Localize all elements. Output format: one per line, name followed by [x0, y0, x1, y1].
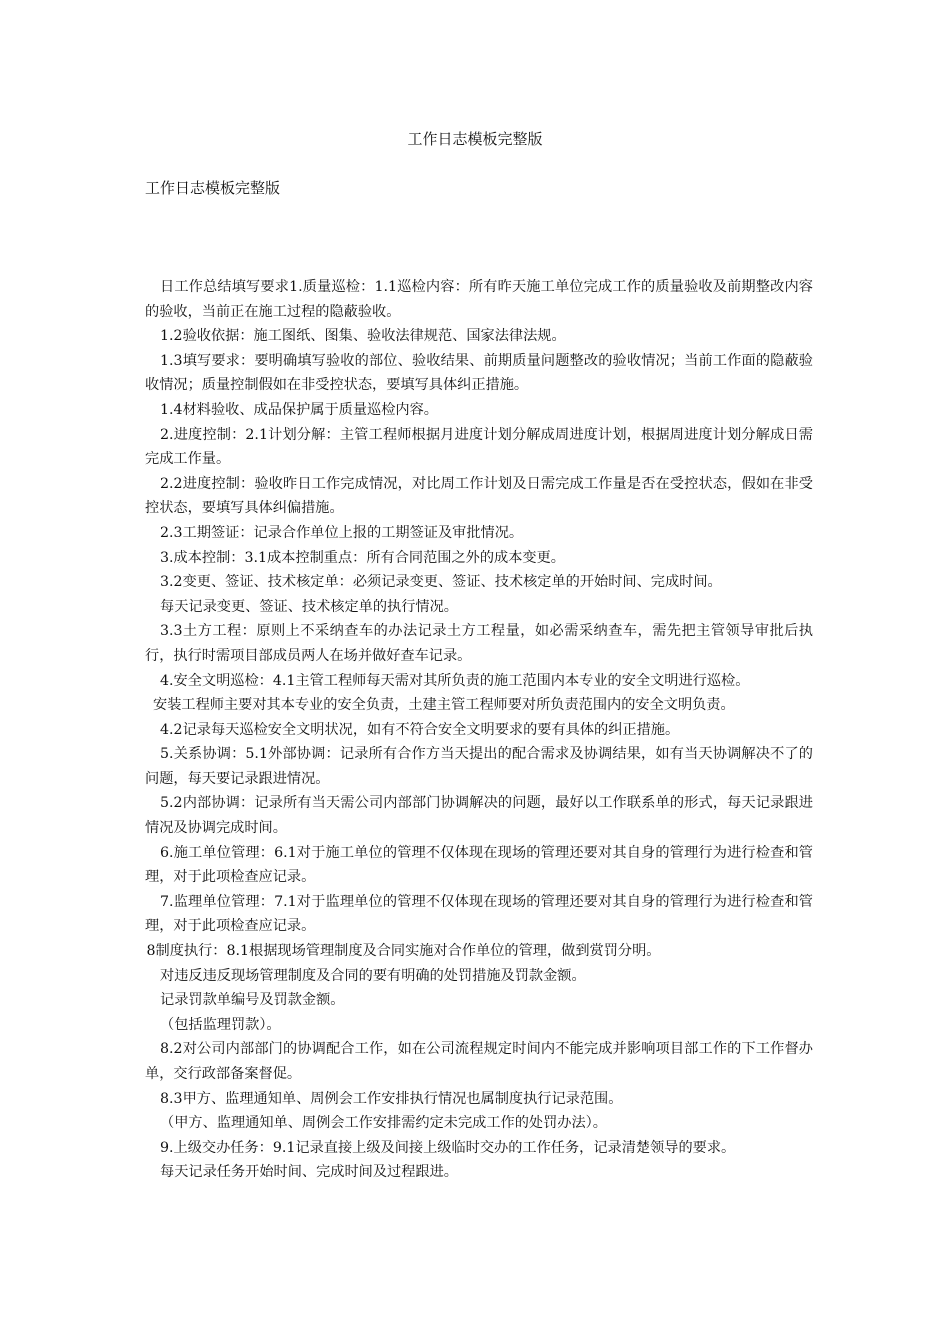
paragraph: 2.2进度控制：验收昨日工作完成情况，对比周工作计划及日需完成工作量是否在受控状态，假如在非受控状态，要填写具体纠偏措施。 — [145, 475, 813, 517]
paragraph: （甲方、监理通知单、周例会工作安排需约定未完成工作的处罚办法）。 — [160, 1115, 607, 1132]
paragraph: 5.关系协调：5.1外部协调：记录所有合作方当天提出的配合需求及协调结果，如有当天协调解决不了的问题，每天要记录跟进情况。 — [145, 746, 813, 787]
paragraph: 9.上级交办任务：9.1记录直接上级及间接上级临时交办的工作任务，记录清楚领导的要求。 — [160, 1139, 736, 1156]
paragraph: 8.3甲方、监理通知单、周例会工作安排执行情况也属制度执行记录范围。 — [160, 1090, 623, 1107]
paragraph: 每天记录变更、签证、技术核定单的执行情况。 — [160, 598, 458, 615]
paragraph: 5.2内部协调：记录所有当天需公司内部部门协调解决的问题，最好以工作联系单的形式，每天记录跟进情况及协调完成时间。 — [145, 795, 813, 837]
paragraph: 安装工程师主要对其本专业的安全负责，土建主管工程师要对所负责范围内的安全文明负责。 — [153, 697, 735, 714]
paragraph: 2.进度控制：2.1计划分解：主管工程师根据月进度计划分解成周进度计划，根据周进度计划分解成日需完成工作量。 — [145, 426, 813, 468]
document-title: 工作日志模板完整版 — [407, 130, 543, 148]
paragraph: 7.监理单位管理：7.1对于监理单位的管理不仅体现在现场的管理还要对其自身的管理行为进行检查和管理，对于此项检查应记录。 — [145, 893, 813, 935]
paragraph: 3.成本控制：3.1成本控制重点：所有合同范围之外的成本变更。 — [160, 549, 565, 566]
paragraph: 4.安全文明巡检：4.1主管工程师每天需对其所负责的施工范围内本专业的安全文明进行巡检。 — [160, 672, 750, 689]
paragraph: 8.2对公司内部部门的协调配合工作，如在公司流程规定时间内不能完成并影响项目部工作的下工作督办单，交行政部备案督促。 — [145, 1041, 813, 1082]
paragraph: 4.2记录每天巡检安全文明状况，如有不符合安全文明要求的要有具体的纠正措施。 — [160, 721, 680, 738]
paragraph: 记录罚款单编号及罚款金额。 — [160, 992, 345, 1009]
document-body — [145, 275, 813, 1185]
paragraph: 8制度执行：8.1根据现场管理制度及合同实施对合作单位的管理，做到赏罚分明。 — [146, 943, 661, 960]
paragraph: 1.2验收依据：施工图纸、图集、验收法律规范、国家法律法规。 — [160, 328, 566, 345]
paragraph: 2.3工期签证：记录合作单位上报的工期签证及审批情况。 — [160, 524, 524, 541]
paragraph: 每天记录任务开始时间、完成时间及过程跟进。 — [160, 1164, 458, 1181]
paragraph: （包括监理罚款）。 — [160, 1016, 281, 1033]
paragraph: 3.2变更、签证、技术核定单：必须记录变更、签证、技术核定单的开始时间、完成时间。 — [160, 574, 722, 591]
paragraph: 6.施工单位管理：6.1对于施工单位的管理不仅体现在现场的管理还要对其自身的管理行为进行检查和管理，对于此项检查应记录。 — [145, 844, 813, 886]
document-subtitle: 工作日志模板完整版 — [145, 179, 281, 197]
paragraph: 1.3填写要求：要明确填写验收的部位、验收结果、前期质量问题整改的验收情况；当前工作面的隐蔽验收情况；质量控制假如在非受控状态，要填写具体纠正措施。 — [145, 352, 813, 394]
paragraph: 对违反违反现场管理制度及合同的要有明确的处罚措施及罚款金额。 — [160, 967, 586, 984]
paragraph: 3.3土方工程：原则上不采纳查车的办法记录土方工程量，如必需采纳查车，需先把主管领导审批后执行，执行时需项目部成员两人在场并做好查车记录。 — [145, 623, 813, 664]
paragraph: 日工作总结填写要求1.质量巡检：1.1巡检内容：所有昨天施工单位完成工作的质量验收及前期整改内容的验收，当前正在施工过程的隐蔽验收。 — [145, 279, 813, 320]
paragraph: 1.4材料验收、成品保护属于质量巡检内容。 — [160, 401, 438, 418]
